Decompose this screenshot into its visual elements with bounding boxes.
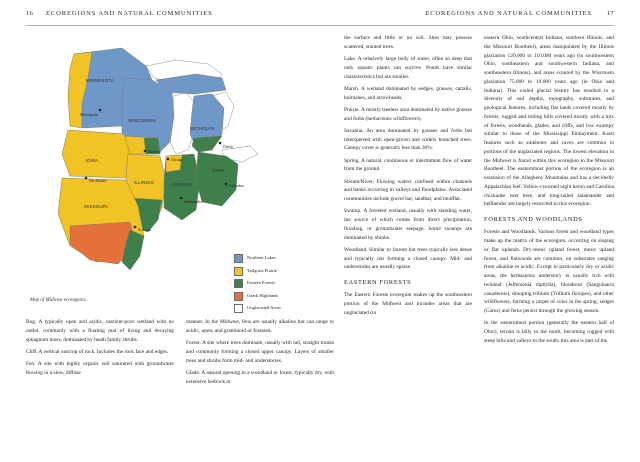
legend-swatch-tallgrass-prairie	[234, 267, 243, 276]
paragraph: Marsh. A wetland dominated by sedges, grasses, cattails, bulrushes, and arrowheads.	[344, 85, 472, 101]
map-legend	[234, 254, 281, 317]
svg-text:IOWA: IOWA	[85, 158, 99, 163]
legend-label: Ozark Highlands	[247, 292, 279, 298]
paragraph: Stream/River. Flowing waters confined within channels and banks occurring in valleys and floodplains. Associated communities include gravel bar, sandbar, and mudflat.	[344, 178, 472, 202]
paragraph: Swamp. A forested wetland, usually with standing water, the source of which comes from direct precipitation, flooding, or groundwater seepage. Some swamps are dominated by shrubs.	[344, 208, 472, 241]
legend-label: Tallgrass Prairie	[247, 267, 277, 273]
section-heading-eastern-forests: EASTERN FORESTS	[344, 279, 412, 286]
paragraph: the surface and little or no soil. Sites may possess scattered, stunted trees.	[344, 35, 472, 50]
paragraph: Forests and Woodlands. Various forest and woodland types make up the matrix of the ecoregion, occurring on sloping or flat uplands. Dry-mesic upland forest, mesic upland forest, and flatwoods are common, on substrates ranging from alkaline to acidic. Except in particularly dry or acidic areas, the herbaceous understory is usually rich with twinleaf (Jeffersonia diphylla), bloodroot (Sanguinaria canadensis), drooping trillium (Trillium flexipes), and other wildflowers, forming a carpet of color in the spring; sedges (Carex) and ferns persist through the growing season.	[484, 229, 614, 315]
legend-item	[234, 254, 281, 263]
legend-item	[234, 304, 281, 313]
legend-item	[234, 267, 281, 276]
svg-text:MISSOURI: MISSOURI	[84, 204, 108, 209]
svg-text:Indianapolis: Indianapolis	[184, 200, 202, 204]
header-rule	[26, 25, 614, 26]
running-head	[26, 10, 614, 26]
svg-text:ILLINOIS: ILLINOIS	[133, 180, 155, 185]
legend-swatch-ozark-highlands	[234, 292, 243, 301]
text-column-4	[484, 34, 614, 349]
legend-label: Northern Lakes	[247, 255, 276, 261]
folio-left: 16	[26, 10, 34, 17]
runhead-right: ECOREGIONS AND NATURAL COMMUNITIES	[425, 10, 592, 17]
paragraph: In the easternmost portion (generally the eastern half of Ohio), terrain is hilly to the north, becoming rugged with steep hills and valleys to the south; this area is part of the	[484, 320, 614, 344]
paragraph: eastern Ohio, southcentral Indiana, southern Illinois, and the Missouri Bootheel), areas manipulated by the Illinois glaciation 120,000 to 110,000 years ago (in southwestern Ohio, southeastern and southwestern Indiana, and southeastern Illinois), and areas scoured by the Wisconsin glaciation 75,000 to 10,000 years ago (in Ohio and Indiana). This varied glacial history has resulted in a diversity of soil depths, topography, substrates, and geological features, including flat lands covered mostly by forests, rugged and rolling hills covered mostly with a mix of forests, woodlands, glades, and cliffs, and low swampy similar to those of the Mississippi Embayment. Karst features such as sinkholes and caves are common in portions of the unglaciated regions. The lowest elevation in the Midwest is found within this ecoregion in the Missouri Bootheel. The easternmost portion of the ecoregion is an extension of the Allegheny Mountains and has a decidedly Appalachian feel. Yellow-crowned night heron and Carolina chickadee nest here, and long-tailed salamander and hellbender are largely restricted to this ecoregion.	[484, 35, 614, 208]
paragraph: The Eastern Forests ecoregion makes up the southeastern portion of the Midwest and includes areas that are unglaciated (in	[344, 292, 472, 316]
legend-item	[234, 292, 281, 301]
svg-text:Detroit: Detroit	[223, 145, 234, 149]
svg-text:MICHIGAN: MICHIGAN	[189, 126, 215, 131]
legend-swatch-unglaciated-areas	[234, 304, 243, 313]
paragraph: Cliff. A vertical outcrop of rock. Includes the rock face and edges.	[26, 348, 169, 355]
paragraph: Woodland. Similar to forests but trees typically less dense and typically not forming a closed canopy. Mid- and understories are usually sparse.	[344, 246, 472, 271]
map-caption: Map of Midwest ecoregions.	[30, 298, 87, 303]
paragraph: Lake. A relatively large body of water, often so deep that only aquatic plants can survive. Ponds have similar characteristics but are smaller.	[344, 56, 472, 80]
svg-text:OHIO: OHIO	[211, 168, 225, 173]
state-missouri	[58, 178, 144, 270]
paragraph: Glade. A natural opening in a woodland or forest, typically dry, with extensive bedrock at	[186, 369, 334, 385]
svg-text:INDIANA: INDIANA	[172, 182, 192, 187]
paragraph: Bog. A typically open and acidic, nutrient-poor wetland with no outlet, commonly with a floating mat of living and decaying sphagnum moss, dominated by heath family shrubs.	[26, 319, 174, 343]
svg-text:Chicago: Chicago	[171, 158, 183, 162]
legend-swatch-northern-lakes	[234, 254, 243, 263]
legend-swatch-eastern-forests	[234, 279, 243, 288]
svg-text:Madison: Madison	[148, 150, 161, 154]
paragraph: Savanna. An area dominated by grasses and forbs but interspersed with open-grown and widely branched trees. Canopy cover is generally less than 30%.	[344, 127, 472, 152]
text-column-3	[344, 34, 472, 321]
svg-text:Des Moines: Des Moines	[89, 179, 107, 183]
paragraph: manner. In the Midwest, fens are usually alkaline but can range to acidic, open, and graminoid or forested.	[186, 319, 334, 334]
midwest-ecoregion-map	[26, 30, 334, 311]
paragraph: Prairie. A mostly treeless area dominated by native grasses and forbs (herbaceous wildflowers).	[344, 106, 472, 122]
svg-text:St. Louis: St. Louis	[138, 228, 151, 232]
paragraph: Spring. A natural, continuous or intermittent flow of water from the ground.	[344, 157, 472, 173]
folio-right: 17	[606, 10, 614, 17]
paragraph: Fen. A site with highly organic soil saturated with groundwater flowing in a slow, diffuse	[26, 361, 174, 376]
svg-text:MINNESOTA: MINNESOTA	[85, 78, 115, 83]
state-iowa	[62, 130, 130, 178]
legend-label: Unglaciated Areas	[247, 305, 281, 311]
paragraph: Forest. A site where trees dominate, usually with tall, straight trunks and commonly forming a closed upper canopy. Layers of smaller trees and shrubs form mid- and understories.	[186, 340, 334, 364]
text-column-2	[186, 318, 334, 390]
legend-label: Eastern Forests	[247, 280, 276, 286]
svg-text:WISCONSIN: WISCONSIN	[128, 118, 156, 123]
section-heading-forests-and-woodlands: FORESTS AND WOODLANDS	[484, 216, 583, 223]
svg-text:Minneapolis: Minneapolis	[80, 113, 98, 117]
map-svg	[26, 30, 334, 302]
text-column-1	[26, 318, 174, 381]
state-ohio	[196, 152, 238, 206]
legend-item	[234, 279, 281, 288]
state-indiana	[164, 154, 200, 220]
svg-text:Columbus: Columbus	[229, 184, 244, 188]
runhead-left: ECOREGIONS AND NATURAL COMMUNITIES	[46, 10, 213, 17]
